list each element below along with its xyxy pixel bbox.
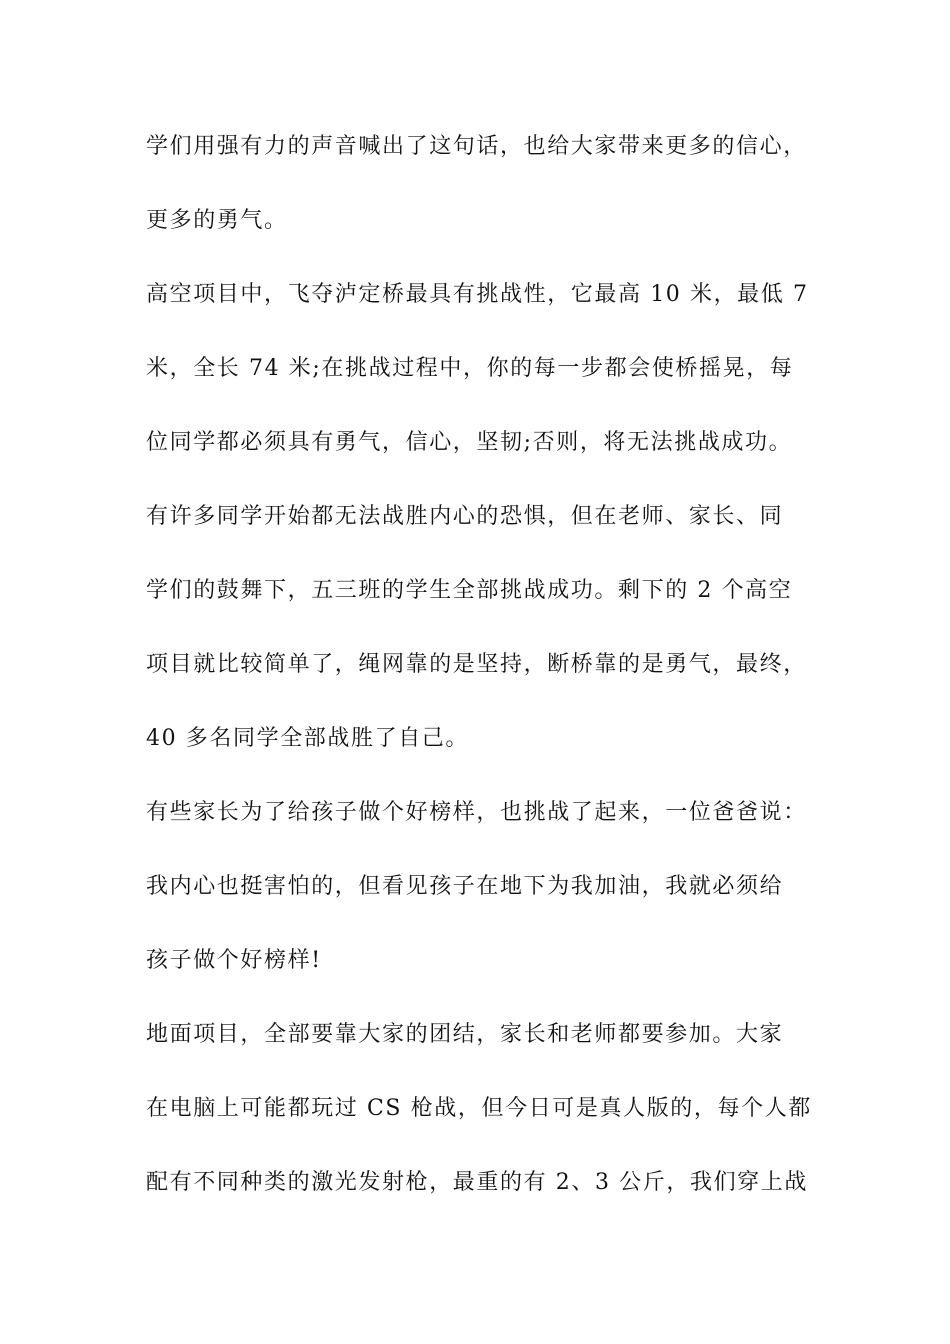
text-line: 项目就比较简单了，绳网靠的是坚持，断桥靠的是勇气，最终，	[146, 652, 807, 677]
text-line: 地面项目，全部要靠大家的团结，家长和老师都要参加。大家	[146, 1022, 784, 1047]
text-line: 米，全长 74 米;在挑战过程中，你的每一步都会使桥摇晃，每	[146, 356, 794, 381]
document-body	[146, 130, 846, 1240]
text-line: 有些家长为了给孩子做个好榜样，也挑战了起来，一位爸爸说：	[146, 800, 807, 825]
text-line: 更多的勇气。	[146, 208, 288, 233]
text-line: 位同学都必须具有勇气，信心，坚韧;否则，将无法挑战成功。	[146, 430, 793, 455]
text-line: 学们的鼓舞下，五三班的学生全部挑战成功。剩下的 2 个高空	[146, 578, 793, 603]
text-line: 40 多名同学全部战胜了自己。	[146, 726, 469, 751]
text-line: 高空项目中，飞夺泸定桥最具有挑战性，它最高 10 米，最低 7	[146, 282, 809, 307]
text-line: 配有不同种类的激光发射枪，最重的有 2、3 公斤，我们穿上战	[146, 1170, 808, 1195]
text-line: 我内心也挺害怕的，但看见孩子在地下为我加油，我就必须给	[146, 874, 784, 899]
text-line: 在电脑上可能都玩过 CS 枪战，但今日可是真人版的，每个人都	[146, 1096, 812, 1121]
text-line: 有许多同学开始都无法战胜内心的恐惧，但在老师、家长、同	[146, 504, 784, 529]
text-line: 学们用强有力的声音喊出了这句话，也给大家带来更多的信心，	[146, 134, 807, 159]
text-line: 孩子做个好榜样!	[146, 948, 322, 973]
